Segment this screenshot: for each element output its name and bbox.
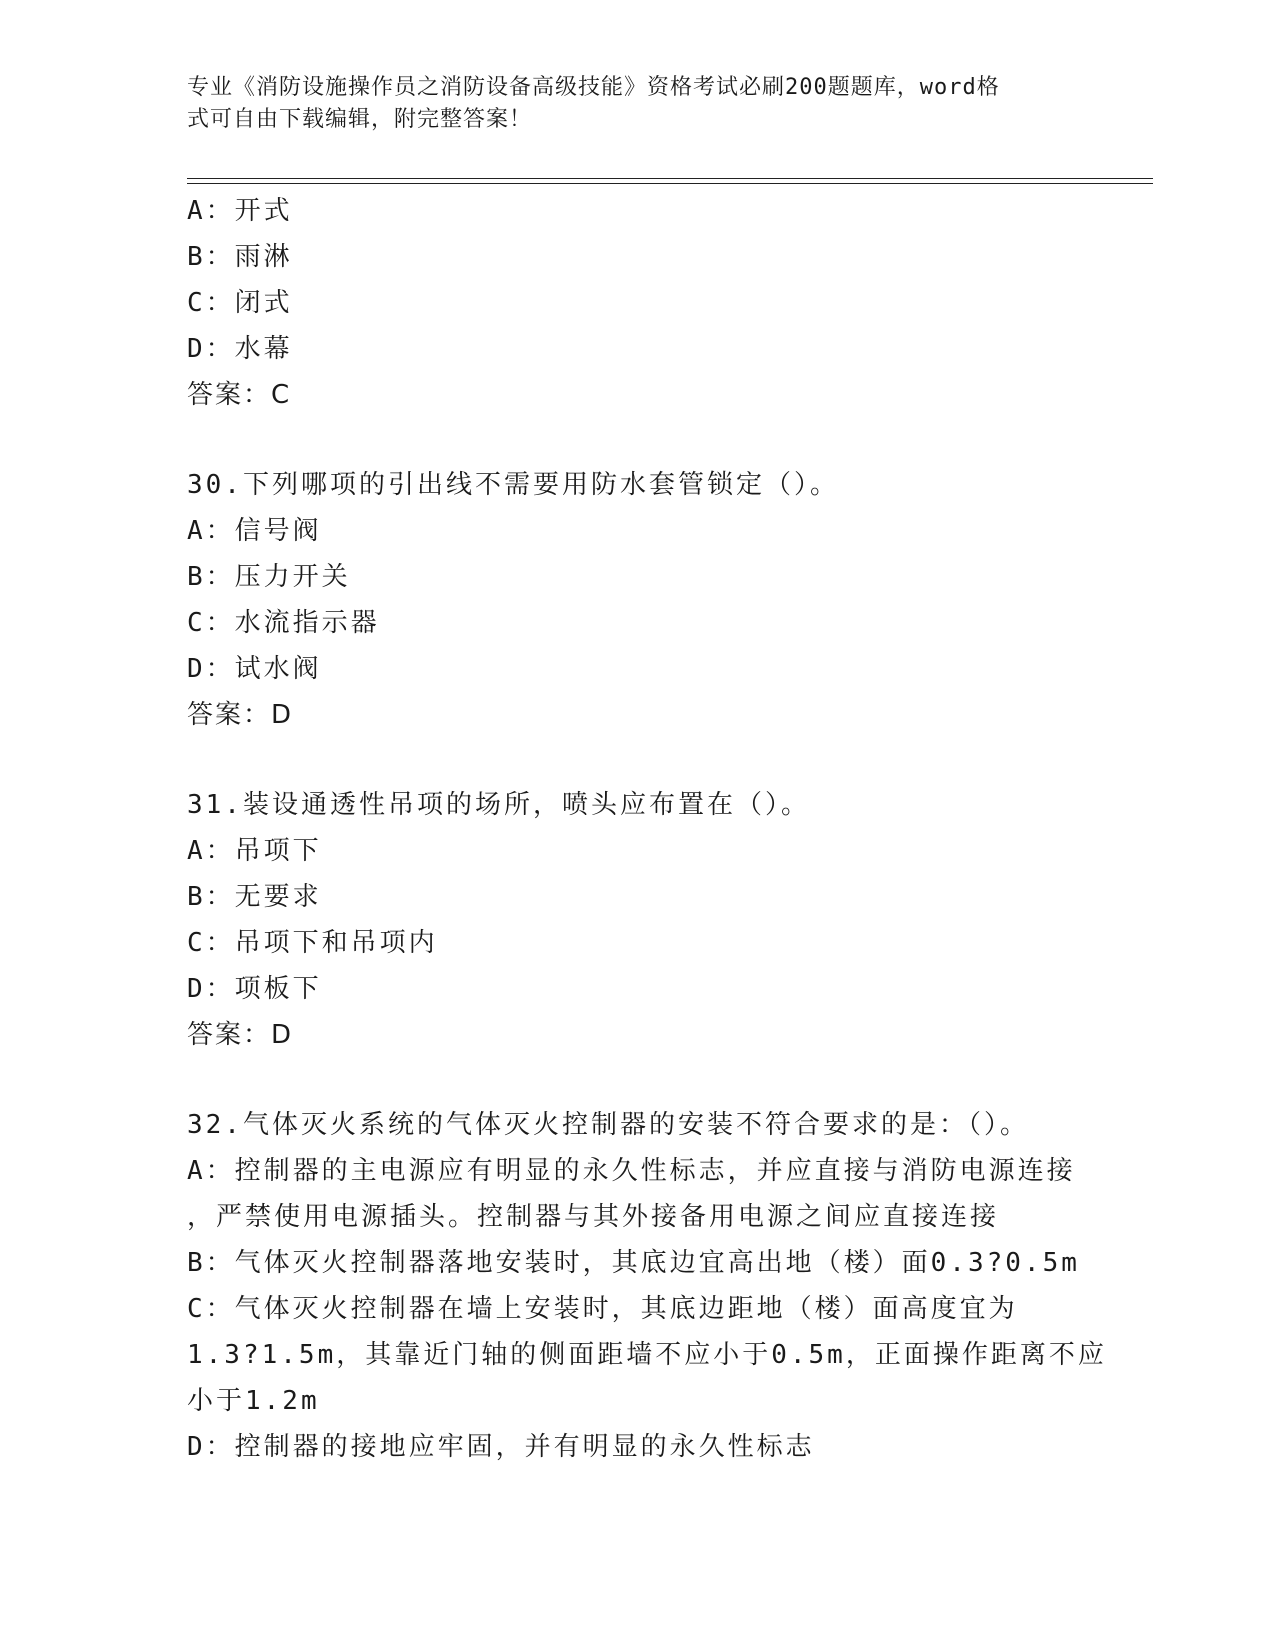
question-text: 31.装设通透性吊项的场所，喷头应布置在（）。 bbox=[187, 790, 810, 820]
option-b: B：无要求 bbox=[187, 882, 322, 912]
question-31 bbox=[187, 782, 1087, 1058]
answer: 答案：C bbox=[187, 380, 292, 410]
document-header bbox=[187, 72, 1077, 136]
option-c-line-2: 1.3?1.5m，其靠近门轴的侧面距墙不应小于0.5m，正面操作距离不应 bbox=[187, 1340, 1107, 1370]
option-a: A：信号阀 bbox=[187, 516, 322, 546]
spacer bbox=[187, 418, 1087, 462]
option-a: A：开式 bbox=[187, 196, 293, 226]
answer: 答案：D bbox=[187, 1020, 294, 1050]
spacer bbox=[187, 1058, 1087, 1102]
option-c: C：闭式 bbox=[187, 288, 293, 318]
question-29 bbox=[187, 188, 1087, 418]
option-b: B：压力开关 bbox=[187, 562, 351, 592]
header-line-1: 专业《消防设施操作员之消防设备高级技能》资格考试必刷200题题库，word格 bbox=[187, 75, 1000, 100]
header-line-2: 式可自由下载编辑，附完整答案！ bbox=[187, 107, 533, 132]
header-rule-top bbox=[187, 178, 1153, 179]
option-a-line-1: A：控制器的主电源应有明显的永久性标志，并应直接与消防电源连接 bbox=[187, 1156, 1076, 1186]
option-d: D：试水阀 bbox=[187, 654, 322, 684]
spacer bbox=[187, 738, 1087, 782]
option-d: D：控制器的接地应牢固，并有明显的永久性标志 bbox=[187, 1432, 815, 1462]
option-b: B：雨淋 bbox=[187, 242, 293, 272]
question-text: 32.气体灭火系统的气体灭火控制器的安装不符合要求的是：（）。 bbox=[187, 1110, 1029, 1140]
option-a-line-2: ，严禁使用电源插头。控制器与其外接备用电源之间应直接连接 bbox=[187, 1202, 1000, 1232]
option-b: B：气体灭火控制器落地安装时，其底边宜高出地（楼）面0.3?0.5m bbox=[187, 1248, 1080, 1278]
option-c-line-3: 小于1.2m bbox=[187, 1386, 320, 1416]
question-list bbox=[187, 188, 1107, 1470]
option-c: C：吊项下和吊项内 bbox=[187, 928, 438, 958]
question-32 bbox=[187, 1102, 1107, 1470]
question-text: 30.下列哪项的引出线不需要用防水套管锁定（）。 bbox=[187, 470, 839, 500]
option-c-line-1: C：气体灭火控制器在墙上安装时，其底边距地（楼）面高度宜为 bbox=[187, 1294, 1018, 1324]
header-rule-bottom bbox=[187, 183, 1153, 184]
question-30 bbox=[187, 462, 1087, 738]
option-a: A：吊项下 bbox=[187, 836, 322, 866]
answer: 答案：D bbox=[187, 700, 294, 730]
option-d: D：水幕 bbox=[187, 334, 293, 364]
option-c: C：水流指示器 bbox=[187, 608, 380, 638]
option-d: D：项板下 bbox=[187, 974, 322, 1004]
